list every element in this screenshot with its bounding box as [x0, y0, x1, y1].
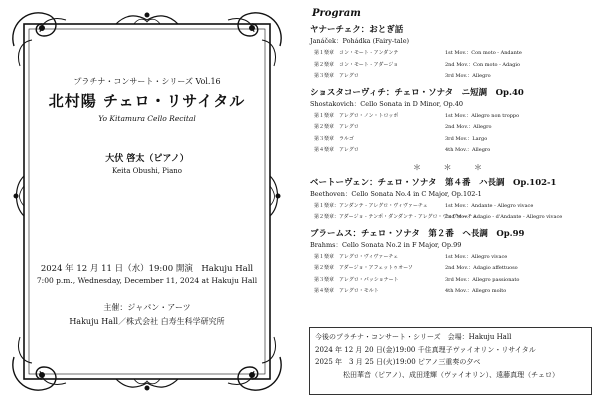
movement-row: [310, 276, 595, 288]
movement-row: [310, 72, 595, 84]
movement-row: [310, 49, 595, 61]
movement-jp: 第２楽章 アレグロ: [314, 124, 359, 130]
movement-jp: 第１楽章 アレグロ・ノン・トロッポ: [314, 112, 399, 119]
piece-subtitle: Janáček：Pohádka (Fairy-tale): [310, 37, 410, 45]
movement-jp: 第１楽章 アレグロ・ヴィヴァーチェ: [314, 253, 399, 260]
upcoming-concert-2: 2025 年 3 月 25 日(火)19:00 ピアノ三重奏の夕べ: [315, 358, 481, 366]
movement-en: 3rd Mov.：Allegro passionato: [445, 276, 520, 283]
movement-row: [310, 264, 595, 276]
movement-jp: 第３楽章 アレグロ: [314, 73, 359, 79]
pianist-name-en: Keita Obushi, Piano: [112, 167, 182, 175]
movement-en: 1st Mov.：Allegro vivace: [445, 253, 508, 260]
series-label: プラチナ・コンサート・シリーズ Vol.16: [73, 77, 221, 86]
movement-en: 3rd Mov.：Largo: [445, 135, 488, 142]
program-piece: [310, 88, 595, 158]
movement-en: 2nd Mov.：Allegro: [445, 124, 492, 130]
ornamental-frame: [6, 6, 288, 397]
movement-row: [310, 61, 595, 73]
piece-title: ヤナーチェク：おとぎ話: [310, 25, 404, 35]
program-piece: [310, 229, 595, 299]
movement-row: [310, 112, 595, 124]
movement-jp: 第１楽章：アンダンテ - アレグロ・ヴィヴァーチェ: [314, 202, 428, 209]
intermission-stars: ＊ ＊ ＊: [412, 162, 493, 172]
program-list: [310, 25, 595, 303]
pianist-name: 大伏 啓太（ピアノ）: [105, 154, 189, 164]
movement-row: [310, 253, 595, 265]
movement-jp: 第４楽章 アレグロ: [314, 147, 359, 153]
upcoming-concert-1: 2024 年 12 月 20 日(金)19:00 千住真理子ヴァイオリン・リサイタル: [315, 345, 536, 354]
movement-row: [310, 123, 595, 135]
movement-en: 2nd Mov.：Con moto - Adagio: [445, 61, 521, 68]
program-piece: [310, 25, 595, 84]
movement-jp: 第３楽章 アレグロ・パッショナート: [314, 276, 399, 283]
movement-en: 4th Mov.：Allegro molto: [445, 288, 507, 294]
upcoming-heading: 今後のプラチナ・コンサート・シリーズ 会場：Hakuju Hall: [315, 333, 512, 341]
movement-jp: 第２楽章：アダージョ - テンポ・ダンダンテ - アレグロ・ヴィヴァーチェ: [314, 214, 478, 220]
movement-en: 4th Mov.：Allegro: [445, 147, 491, 153]
movement-jp: 第４楽章 アレグロ・モルト: [314, 288, 379, 294]
movement-row: [310, 202, 595, 214]
movement-en: 2nd Mov.：Adagio affettuoso: [445, 265, 518, 271]
piece-subtitle: Shostakovich：Cello Sonata in D Minor, Op.40: [310, 99, 464, 108]
movement-row: [310, 146, 595, 158]
recital-title-en: Yo Kitamura Cello Recital: [98, 114, 196, 123]
piece-subtitle: Brahms：Cello Sonata No.2 in F Major, Op.99: [310, 240, 462, 249]
upcoming-concerts-box: [309, 327, 592, 395]
piece-subtitle: Beethoven：Cello Sonata No.4 in C Major, Op.102-1: [310, 189, 482, 198]
movement-jp: 第２楽章 コン・モート - アダージョ: [314, 61, 399, 68]
movement-en: 2nd Mov.：Adagio - d'Andante - Allegro vivace: [445, 214, 563, 220]
organizer: 主催：ジャパン・アーツ: [103, 303, 191, 312]
venue-organization: Hakuju Hall／株式会社 白寿生科学研究所: [69, 317, 225, 326]
cover-panel: [6, 6, 288, 397]
upcoming-performers: 松田華音（ピアノ）、成田達輝（ヴァイオリン）、遠藤真理（チェロ）: [343, 370, 559, 379]
program-piece: [310, 178, 595, 225]
movement-en: 1st Mov.：Con moto - Andante: [445, 50, 522, 56]
date-venue-en: 7:00 p.m., Wednesday, December 11, 2024 at Hakuju Hall: [36, 276, 258, 285]
date-venue-jp: 2024 年 12 月 11 日（水）19:00 開演 Hakuju Hall: [40, 264, 254, 274]
movement-row: [310, 135, 595, 147]
movement-jp: 第１楽章 コン・モート - アンダンテ: [314, 50, 399, 56]
movement-row: [310, 287, 595, 299]
program-heading: Program: [312, 8, 361, 19]
piece-title: ショスタコーヴィチ：チェロ・ソナタ ニ短調 Op.40: [310, 87, 524, 98]
recital-title: 北村陽 チェロ・リサイタル: [48, 92, 246, 110]
piece-title: ブラームス：チェロ・ソナタ 第２番 ヘ長調 Op.99: [310, 228, 525, 239]
movement-en: 1st Mov.：Allegro non troppo: [445, 112, 520, 119]
movement-en: 1st Mov.：Andante - Allegro vivace: [445, 202, 534, 209]
movement-jp: 第２楽章 アダージョ・アフェットゥオーソ: [314, 265, 413, 271]
piece-title: ベートーヴェン：チェロ・ソナタ 第４番 ハ長調 Op.102-1: [310, 177, 557, 188]
movement-jp: 第３楽章 ラルゴ: [314, 135, 354, 142]
movement-en: 3rd Mov.：Allegro: [445, 73, 491, 79]
movement-row: [310, 213, 595, 225]
